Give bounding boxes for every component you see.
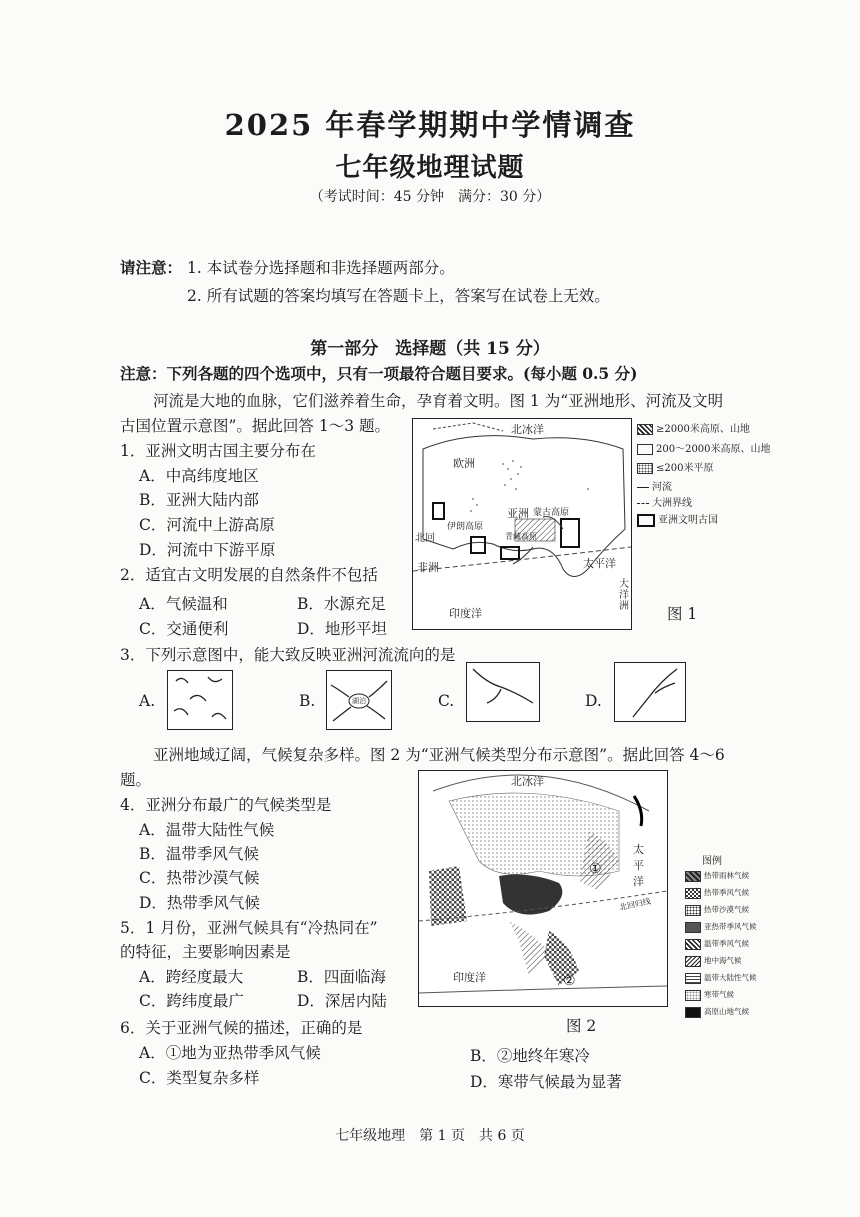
fig1-legend-boundary: 大洲界线 (637, 494, 692, 509)
intro-2-line-1: 亚洲地域辽阔，气候复杂多样。图 2 为“亚洲气候类型分布示意图”。据此回答 4～6 (153, 746, 725, 764)
lake-label: 湖泊 (352, 697, 366, 705)
fig1-label-arctic: 北冰洋 (511, 423, 544, 436)
q3-diagram-a (167, 670, 233, 730)
fig1-legend-river: 河流 (637, 478, 672, 493)
fig2-label-pacific-1: 太 (633, 843, 644, 856)
q3-diagram-d (614, 662, 686, 722)
fig1-label-pacific: 太平洋 (583, 557, 616, 570)
q5-option-c[interactable]: C．跨纬度最广 (139, 992, 244, 1010)
fig2-point-2: ② (563, 973, 576, 989)
fig1-legend-plateau: 200～2000米高原、山地 (637, 440, 771, 455)
q6-option-a[interactable]: A．①地为亚热带季风气候 (139, 1044, 321, 1062)
fig1-label-europe: 欧洲 (453, 457, 475, 470)
q6-option-c[interactable]: C．类型复杂多样 (139, 1069, 260, 1087)
page-footer: 七年级地理 第 1 页 共 6 页 (335, 1128, 525, 1144)
civilization-box-egypt (433, 503, 444, 519)
q3-option-a[interactable]: A. (139, 692, 156, 710)
q3-diagram-c (466, 662, 540, 722)
fig2-legend-1: 热带季风气候 (685, 887, 749, 899)
fig2-label-indian: 印度洋 (453, 971, 486, 984)
q1-option-c[interactable]: C．河流中上游高原 (139, 516, 275, 534)
q6-option-b[interactable]: B．②地终年寒冷 (470, 1047, 590, 1065)
page-subtitle: 七年级地理试题 (335, 153, 525, 183)
fig2-legend-3: 亚热带季风气候 (685, 921, 757, 933)
civilization-box-india (501, 547, 519, 559)
fig2-label-arctic: 北冰洋 (511, 775, 544, 788)
intro-2-line-2: 题。 (120, 771, 152, 789)
fig1-label-north: 北回 (415, 533, 435, 544)
intro-1-line-1: 河流是大地的血脉，它们滋养着生命，孕育着文明。图 1 为“亚洲地形、河流及文明 (153, 392, 724, 410)
figure-1-caption: 图 1 (667, 605, 698, 623)
q5-stem-line-2: 的特征，主要影响因素是 (120, 943, 291, 961)
q6-stem: 6．关于亚洲气候的描述，正确的是 (120, 1019, 363, 1037)
q1-option-a[interactable]: A．中高纬度地区 (139, 467, 259, 485)
fig2-legend-7: 寒带气候 (685, 989, 734, 1001)
fig2-legend-title: 图例 (702, 856, 722, 867)
notice-label: 请注意： (120, 258, 183, 277)
civilization-box-mesopotamia (471, 537, 485, 553)
river-sketch-a (168, 671, 232, 729)
q2-option-c[interactable]: C．交通便利 (139, 620, 229, 638)
q3-option-d[interactable]: D. (585, 692, 602, 710)
q1-option-b[interactable]: B．亚洲大陆内部 (139, 491, 259, 509)
q5-option-b[interactable]: B．四面临海 (297, 968, 386, 986)
fig2-legend-8: 高原山地气候 (685, 1006, 749, 1018)
q3-stem: 3．下列示意图中，能大致反映亚洲河流流向的是 (120, 646, 456, 664)
fig1-legend-civilization: 亚洲文明古国 (637, 511, 718, 527)
q5-option-a[interactable]: A．跨经度最大 (139, 968, 244, 986)
fig1-label-africa: 非洲 (417, 561, 439, 574)
asia-terrain-map (413, 419, 631, 629)
fig1-legend-plain: ≤200米平原 (637, 459, 713, 474)
q2-stem: 2．适宜古文明发展的自然条件不包括 (120, 566, 378, 584)
q4-option-a[interactable]: A．温带大陆性气候 (139, 821, 275, 839)
page-title: 2025 年春学期期中学情调查 (224, 108, 636, 142)
fig2-legend-2: 热带沙漠气候 (685, 904, 749, 916)
q1-option-d[interactable]: D．河流中下游平原 (139, 541, 276, 559)
figure-2-caption: 图 2 (566, 1017, 597, 1035)
q4-option-c[interactable]: C．热带沙漠气候 (139, 869, 260, 887)
river-sketch-d (615, 663, 685, 721)
fig2-label-pacific-3: 洋 (633, 875, 644, 888)
fig1-label-mongolia: 蒙古高原 (533, 508, 570, 518)
q2-option-a[interactable]: A．气候温和 (139, 595, 228, 613)
exam-info: （考试时间：45 分钟 满分：30 分） (309, 189, 551, 205)
fig2-legend-5: 地中海气候 (685, 955, 742, 967)
q6-option-d[interactable]: D．寒带气候最为显著 (470, 1073, 622, 1091)
fig2-label-tropic: 北回归线 (618, 896, 652, 913)
civilization-box-china (561, 519, 579, 547)
q3-diagram-b (326, 670, 392, 730)
fig1-label-asia: 亚洲 (507, 507, 529, 520)
figure-2-map (418, 770, 668, 1007)
intro-1-line-2: 古国位置示意图”。据此回答 1～3 题。 (120, 417, 391, 435)
q4-stem: 4．亚洲分布最广的气候类型是 (120, 796, 332, 814)
section-title: 第一部分 选择题（共 15 分） (310, 339, 550, 359)
figure-1-map (412, 418, 632, 630)
q5-stem-line-1: 5．1 月份，亚洲气候具有“冷热同在” (120, 919, 378, 937)
river-sketch-c (467, 663, 539, 721)
q5-option-d[interactable]: D．深居内陆 (297, 992, 387, 1010)
q3-option-b[interactable]: B. (299, 692, 316, 710)
fig2-legend-6: 温带大陆性气候 (685, 972, 757, 984)
q2-option-b[interactable]: B．水源充足 (297, 595, 386, 613)
fig2-legend-4: 温带季风气候 (685, 938, 749, 950)
q4-option-d[interactable]: D．热带季风气候 (139, 894, 260, 912)
fig1-legend-highland: ≥2000米高原、山地 (637, 420, 750, 435)
q3-option-c[interactable]: C. (438, 692, 455, 710)
fig2-legend-0: 热带雨林气候 (685, 870, 749, 882)
fig1-label-iran: 伊朗高原 (447, 522, 484, 532)
notice-item-1: 1. 本试卷分选择题和非选择题两部分。 (187, 259, 455, 277)
q1-stem: 1．亚洲文明古国主要分布在 (120, 442, 316, 460)
section-instruction: 注意：下列各题的四个选项中，只有一项最符合题目要求。(每小题 0.5 分) (120, 364, 638, 383)
q4-option-b[interactable]: B．温带季风气候 (139, 845, 259, 863)
q2-option-d[interactable]: D．地形平坦 (297, 620, 387, 638)
fig1-label-qingzang: 青藏高原 (505, 532, 537, 541)
notice-item-2: 2. 所有试题的答案均填写在答题卡上，答案写在试卷上无效。 (187, 287, 610, 305)
fig2-point-1: ① (589, 861, 602, 877)
fig2-label-pacific-2: 平 (633, 859, 644, 872)
fig1-label-oceania: 大洋洲 (619, 579, 629, 612)
fig1-label-indian: 印度洋 (449, 607, 482, 620)
